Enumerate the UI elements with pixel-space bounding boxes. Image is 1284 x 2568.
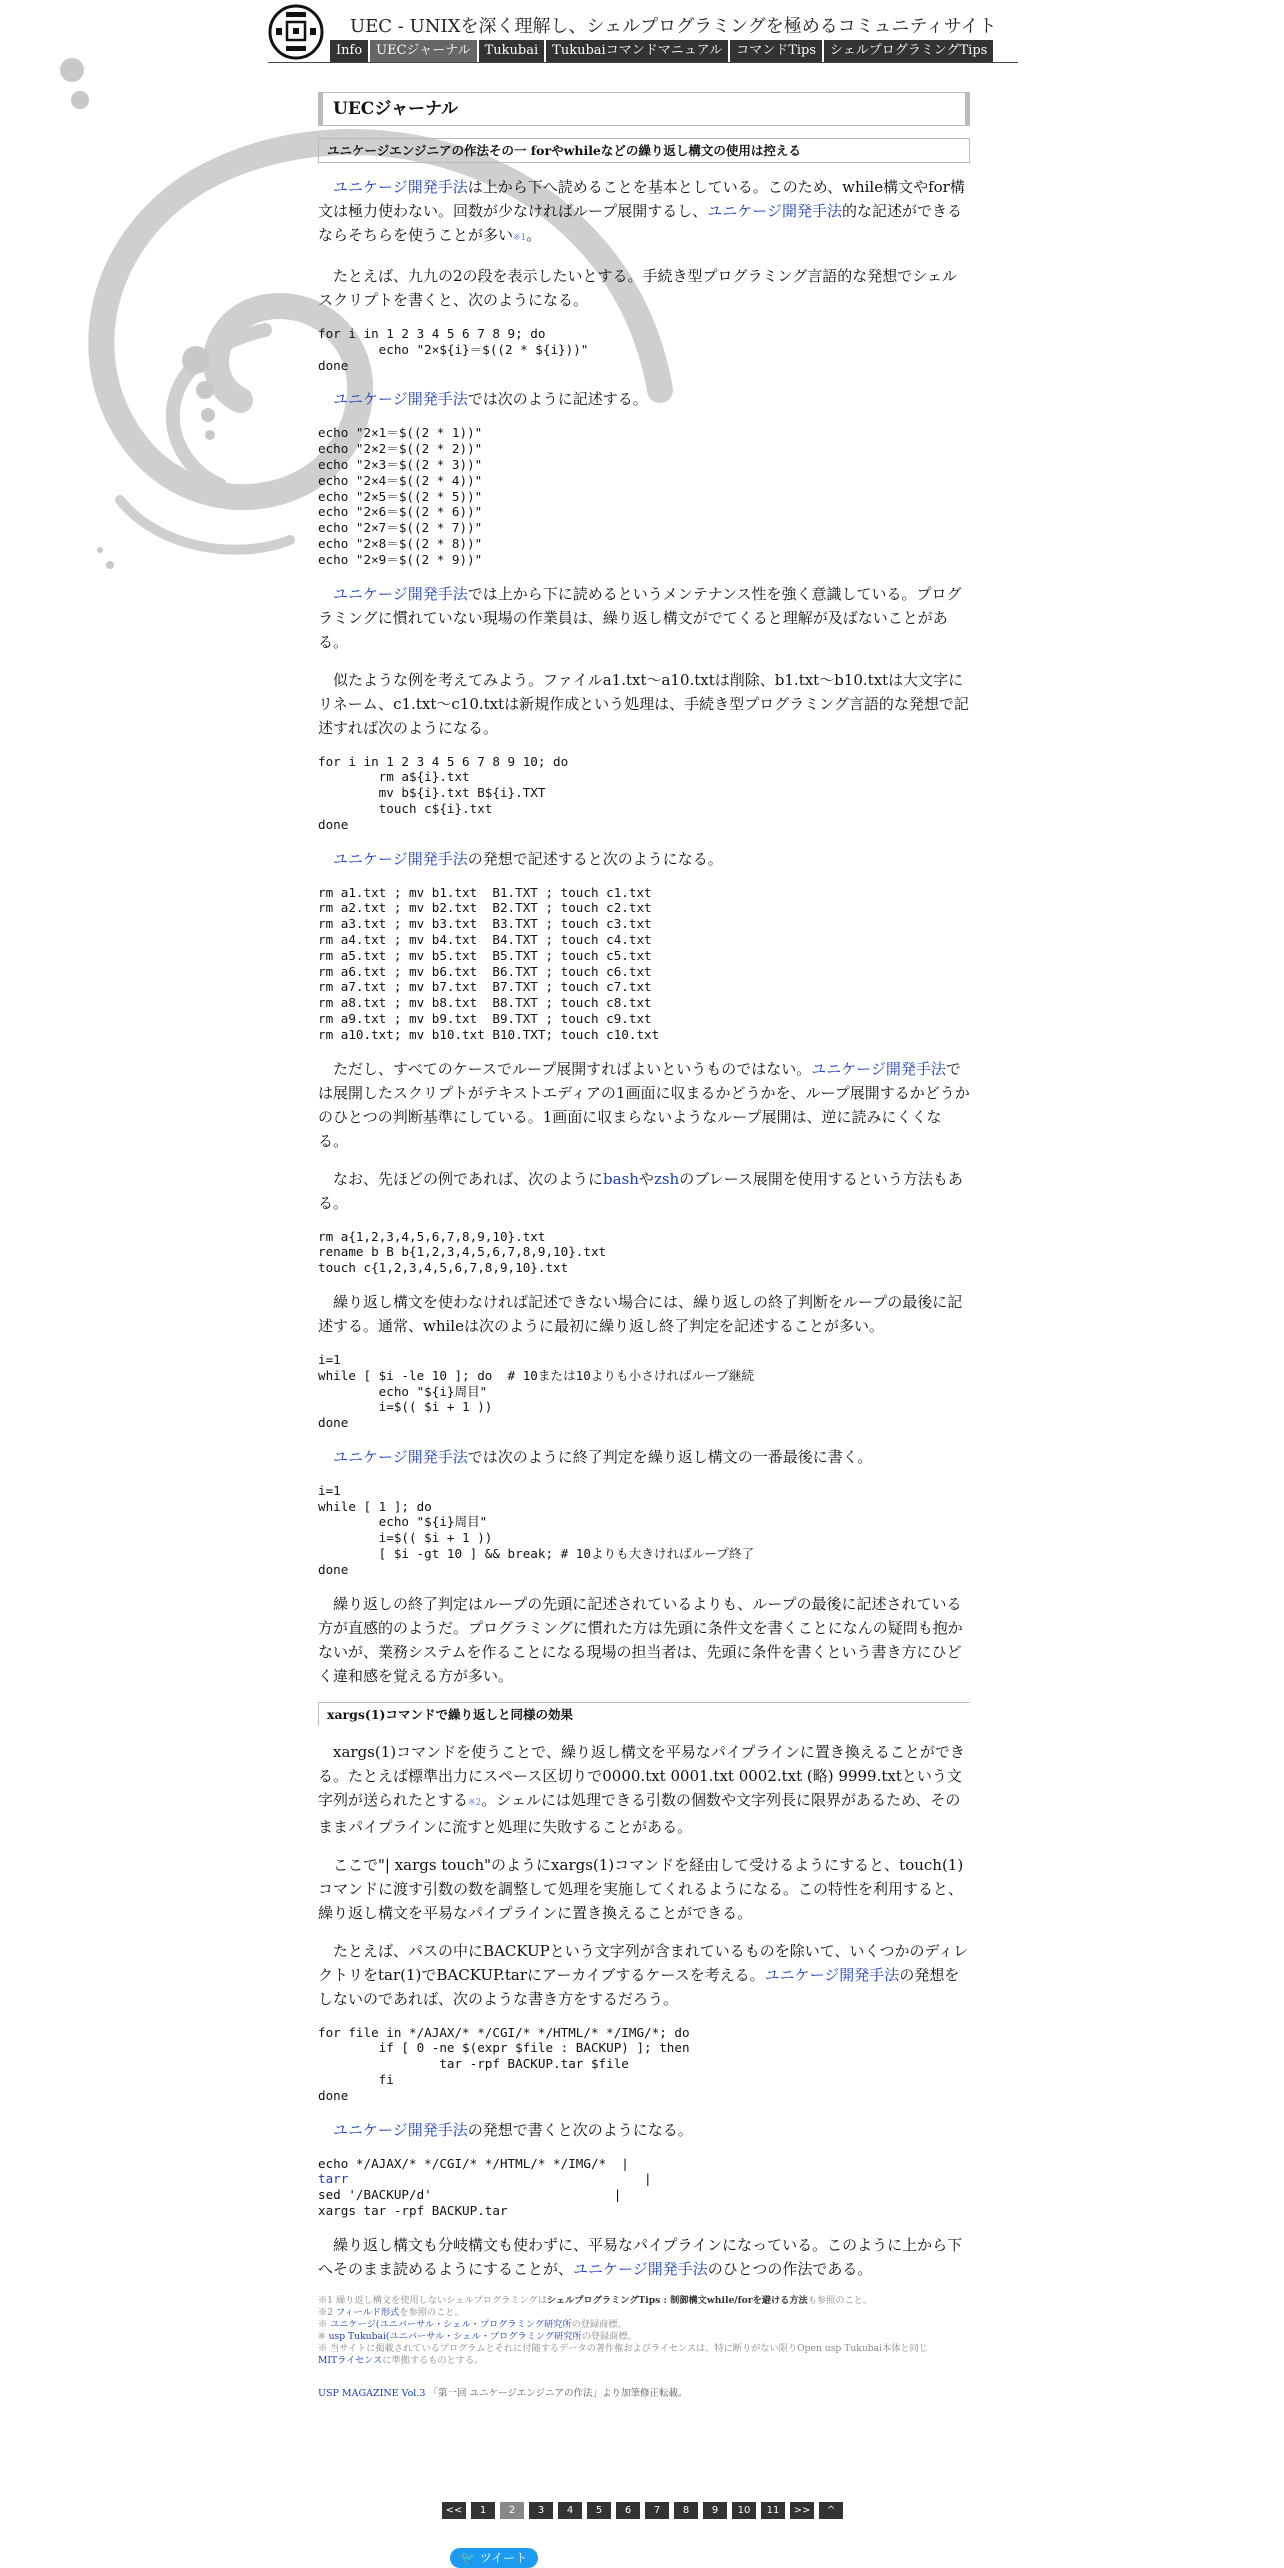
pager-last[interactable]: >> [790, 2502, 814, 2519]
nav-item-command-tips[interactable]: コマンドTips [730, 40, 822, 62]
paragraph: ユニケージ開発手法は上から下へ読めることを基本としている。このため、while構文やfor構文は極力使わない。回数が少なければループ展開するし、ユニケージ開発手法的な記述ができるならそちらを使うことが多い※1。 [318, 178, 965, 244]
method-link[interactable]: ユニケージ開発手法 [333, 390, 468, 409]
pager-first[interactable]: << [442, 2502, 466, 2519]
code-block: i=1 while [ 1 ]; do echo "${i}周目" i=$(( $i + 1 )) [ $i -gt 10 ] && break; # 10よりも大きければループ終了 done [318, 1482, 755, 1577]
article-subtitle: ユニケージエンジニアの作法その一 forやwhileなどの繰り返し構文の使用は控える [318, 138, 970, 163]
nav-item-tukubai-manual[interactable]: Tukubaiコマンドマニュアル [546, 40, 728, 62]
tweet-button[interactable]: 🐦 ツイート [450, 2548, 538, 2568]
nav-item-shell-tips[interactable]: シェルプログラミングTips [824, 40, 993, 62]
paragraph: ただし、すべてのケースでループ展開すればよいというものではない。ユニケージ開発手法では展開したスクリプトがテキストエディアの1画面に収まるかどうかを、ループ展開するかどうかのひとつの判断基準にしている。1画面に収まらないようなループ展開は、逆に読みにくくなる。 [318, 1059, 970, 1150]
field-format-link[interactable]: フィールド形式 [335, 2306, 400, 2318]
code-block: for i in 1 2 3 4 5 6 7 8 9 10; do rm a${i}.txt mv b${i}.txt B${i}.TXT touch c${i}.txt done [318, 753, 569, 832]
trademark-note: ※ ユニケージ(ユニバーサル・シェル・プログラミング研究所の登録商標。 [318, 2318, 627, 2330]
pager-page-2[interactable]: 2 [500, 2502, 524, 2519]
footnote-2: ※2 フィールド形式を参照のこと。 [318, 2306, 464, 2318]
zsh-link[interactable]: zsh [653, 1169, 680, 1188]
pager-top[interactable]: ^ [819, 2502, 843, 2519]
license-note: MITライセンスに準拠するものとする。 [318, 2354, 484, 2366]
method-link[interactable]: ユニケージ開発手法 [333, 2120, 468, 2139]
footnote-1: ※1 繰り返し構文を使用しないシェルプログラミングはシェルプログラミングTips : 制御構文while/forを避ける方法も参照のこと。 [318, 2294, 873, 2306]
pager-page-7[interactable]: 7 [645, 2502, 669, 2519]
unicage-link[interactable]: ユニケージ(ユニバーサル・シェル・プログラミング研究所 [330, 2318, 572, 2330]
code-block: rm a1.txt ; mv b1.txt B1.TXT ; touch c1.txt rm a2.txt ; mv b2.txt B2.TXT ; touch c2.txt rm a3.txt ; mv b3.txt B3.TXT ; touch c3.txt rm a4.txt ; mv b4.txt B4.TXT ; touch c4.txt rm a5.txt ; mv b5.txt B5.TXT ; touch c5.txt rm a6.txt ; mv b6.txt B6.TXT ; touch c6.txt rm a7.txt ; mv b7.txt B7.TXT ; touch c7.txt rm a8.txt ; mv b8.txt B8.TXT ; touch c8.txt rm a9.txt ; mv b9.txt B9.TXT ; touch c9.txt rm a10.txt; mv b10.txt B10.TXT; touch c10.txt [318, 884, 660, 1042]
pager-page-4[interactable]: 4 [558, 2502, 582, 2519]
pager-page-10[interactable]: 10 [732, 2502, 756, 2519]
code-block: echo */AJAX/* */CGI/* */HTML/* */IMG/* | tarr | sed '/BACKUP/d' | xargs tar -rpf BACKUP.tar [318, 2155, 652, 2219]
uec-logo-icon[interactable] [268, 4, 324, 60]
method-link[interactable]: ユニケージ開発手法 [333, 178, 468, 196]
paragraph: ユニケージ開発手法の発想で書くと次のようになる。 [333, 2120, 693, 2139]
footnotes [318, 2295, 970, 2367]
shell-tips-link[interactable]: シェルプログラミングTips : 制御構文while/forを避ける方法 [546, 2294, 808, 2306]
method-link[interactable]: ユニケージ開発手法 [811, 1059, 946, 1078]
magazine-credit: USP MAGAZINE Vol.3 「第一回 ユニケージエンジニアの作法」より加筆修正転載。 [318, 2387, 688, 2399]
method-link[interactable]: ユニケージ開発手法 [573, 2259, 708, 2278]
usp-magazine-link[interactable]: USP MAGAZINE Vol.3 [318, 2387, 426, 2399]
method-link[interactable]: ユニケージ開発手法 [333, 1447, 468, 1466]
footnote-link[interactable]: ※2 [468, 1797, 482, 1808]
method-link[interactable]: ユニケージ開発手法 [764, 1965, 900, 1984]
usp-lab-link[interactable]: (ユニバーサル・シェル・プログラミング研究所 [385, 2330, 582, 2342]
paragraph: 似たような例を考えてみよう。ファイルa1.txt〜a10.txtは削除、b1.txt〜b10.txtは大文字にリネーム、c1.txt〜c10.txtは新規作成という処理は、手続き型プログラミング言語的な発想で記述すれば次のようになる。 [318, 670, 969, 737]
site-header [268, 4, 1018, 63]
mit-license-link[interactable]: MITライセンス [318, 2354, 383, 2366]
page-title: UECジャーナル [318, 92, 970, 126]
pager-page-11[interactable]: 11 [761, 2502, 785, 2519]
code-block: rm a{1,2,3,4,5,6,7,8,9,10}.txt rename b B b{1,2,3,4,5,6,7,8,9,10}.txt touch c{1,2,3,4,5,6,7,8,9,10}.txt [318, 1228, 607, 1276]
site-title[interactable]: UEC - UNIXを深く理解し、シェルプログラミングを極めるコミュニティサイト [350, 16, 997, 37]
bash-link[interactable]: bash [603, 1169, 639, 1188]
tarr-link[interactable]: tarr [318, 2171, 349, 2187]
nav-item-info[interactable]: Info [330, 40, 368, 62]
trademark-note: ※ usp Tukubai(ユニバーサル・シェル・プログラミング研究所の登録商標。 [318, 2330, 637, 2342]
code-block: i=1 while [ $i -le 10 ]; do # 10または10よりも小さければループ継続 echo "${i}周目" i=$(( $i + 1 )) done [318, 1351, 754, 1431]
pagination [442, 2502, 848, 2519]
paragraph: 繰り返し構文を使わなければ記述できない場合には、繰り返しの終了判断をループの最後に記述する。通常、whileは次のように最初に繰り返し終了判定を記述することが多い。 [318, 1292, 963, 1335]
paragraph: ユニケージ開発手法では次のように記述する。 [333, 390, 648, 409]
method-link[interactable]: ユニケージ開発手法 [333, 584, 468, 603]
paragraph: なお、先ほどの例であれば、次のようにbashやzshのブレース展開を使用するという方法もある。 [318, 1169, 963, 1212]
code-block: for file in */AJAX/* */CGI/* */HTML/* */IMG/*; do if [ 0 -ne $(expr $file : BACKUP) ]; then tar -rpf BACKUP.tar $file fi done [318, 2024, 690, 2103]
pager-page-3[interactable]: 3 [529, 2502, 553, 2519]
footnote-link[interactable]: ※1 [513, 233, 527, 243]
code-block: for i in 1 2 3 4 5 6 7 8 9; do echo "2×${i}＝$((2 * ${i}))" done [318, 326, 589, 373]
method-link[interactable]: ユニケージ開発手法 [707, 202, 842, 220]
paragraph: 繰り返しの終了判定はループの先頭に記述されているよりも、ループの最後に記述されている方が直感的のようだ。プログラミングに慣れた方は先頭に条件文を書くことになんの疑問も抱かないが、業務システムを作ることになる現場の担当者は、先頭に条件を書くという書き方にひどく違和感を覚える方が多い。 [318, 1594, 963, 1685]
code-block: echo "2×1＝$((2 * 1))" echo "2×2＝$((2 * 2))" echo "2×3＝$((2 * 3))" echo "2×4＝$((2 * 4))" echo "2×5＝$((2 * 5))" echo "2×6＝$((2 * 6))" echo "2×7＝$((2 * 7))" echo "2×8＝$((2 * 8))" echo "2×9＝$((2 * 9))" [318, 425, 483, 567]
pager-page-8[interactable]: 8 [674, 2502, 698, 2519]
pager-page-5[interactable]: 5 [587, 2502, 611, 2519]
pager-page-1[interactable]: 1 [471, 2502, 495, 2519]
paragraph: ユニケージ開発手法では次のように終了判定を繰り返し構文の一番最後に書く。 [333, 1447, 873, 1466]
paragraph: ユニケージ開発手法では上から下に読めるというメンテナンス性を強く意識している。プログラミングに慣れていない現場の作業員は、繰り返し構文がでてくると理解が及ばないことがある。 [318, 584, 962, 651]
main-nav [330, 40, 995, 62]
paragraph: ユニケージ開発手法の発想で記述すると次のようになる。 [333, 849, 723, 868]
paragraph: たとえば、パスの中にBACKUPという文字列が含まれているものを除いて、いくつかのディレクトリをtar(1)でBACKUP.tarにアーカイブするケースを考える。ユニケージ開発手法の発想をしないのであれば、次のような書き方をするだろう。 [318, 1941, 969, 2008]
license-note: ※ 当サイトに掲載されているプログラムとそれに付随するデータの著作権およびライセンスは、特に断りがない限りOpen usp Tukubai本体と同じ [318, 2342, 928, 2354]
paragraph: xargs(1)コマンドを使うことで、繰り返し構文を平易なパイプラインに置き換えることができる。たとえば標準出力にスペース区切りで0000.txt 0001.txt 0002.txt (略) 9999.txtという文字列が送られたとする※2。シェルには処理できる引数の個数や文字列長に限界があるため、そのままパイプラインに流すと処理に失敗することがある。 [318, 1742, 965, 1836]
pager-page-6[interactable]: 6 [616, 2502, 640, 2519]
article [318, 92, 970, 2399]
bird-icon: 🐦 [460, 2551, 476, 2565]
paragraph: 繰り返し構文も分岐構文も使わずに、平易なパイプラインになっている。このように上から下へそのまま読めるようにすることが、ユニケージ開発手法のひとつの作法である。 [318, 2235, 963, 2278]
paragraph: たとえば、九九の2の段を表示したいとする。手続き型プログラミング言語的な発想でシェルスクリプトを書くと、次のようになる。 [318, 267, 957, 309]
pager-page-9[interactable]: 9 [703, 2502, 727, 2519]
usp-tukubai-link[interactable]: usp Tukubai [328, 2330, 386, 2342]
nav-item-uec-journal[interactable]: UECジャーナル [370, 40, 476, 62]
method-link[interactable]: ユニケージ開発手法 [333, 849, 468, 868]
nav-item-tukubai[interactable]: Tukubai [479, 40, 545, 62]
paragraph: ここで"| xargs touch"のようにxargs(1)コマンドを経由して受けるようにすると、touch(1)コマンドに渡す引数の数を調整して処理を実施してくれるようになる。この特性を利用すると、繰り返し構文を平易なパイプラインに置き換えることができる。 [318, 1855, 964, 1922]
section-heading: xargs(1)コマンドで繰り返しと同様の効果 [318, 1702, 970, 1726]
